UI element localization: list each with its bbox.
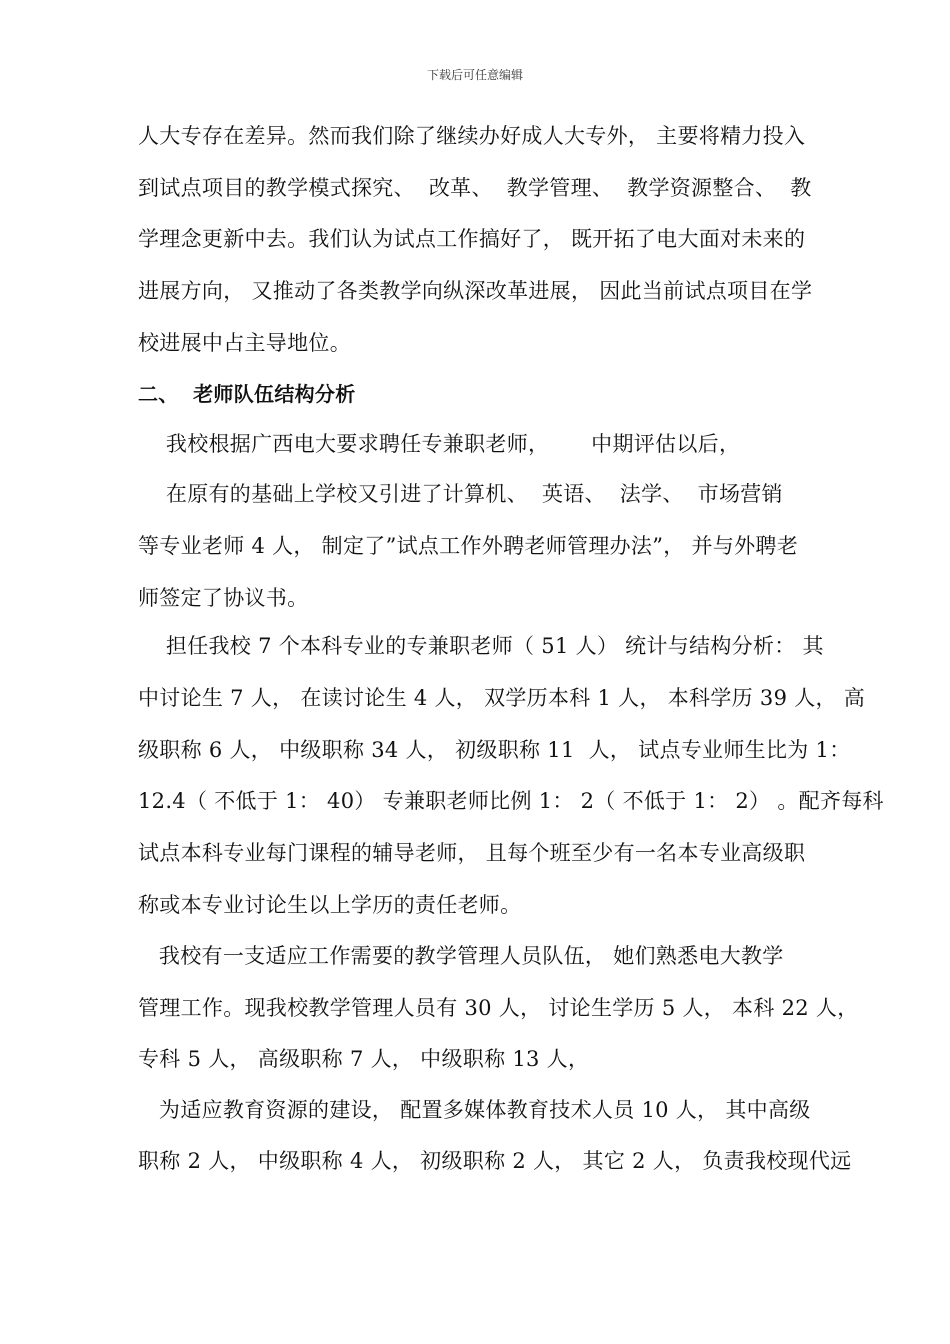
text-line: 到试点项目的教学模式探究、 改革、 教学管理、 教学资源整合、 教 <box>138 176 812 200</box>
text-line: 12.4（ 不低于 1： 40） 专兼职老师比例 1： 2（ 不低于 1： 2） 。配齐每科 <box>138 789 884 813</box>
text-line: 我校根据广西电大要求聘任专兼职老师， 中期评估以后， <box>138 432 741 456</box>
text-line: 担任我校 7 个本科专业的专兼职老师（ 51 人） 统计与结构分析： 其 <box>138 634 824 658</box>
text-line: 我校有一支适应工作需要的教学管理人员队伍， 她们熟悉电大教学 <box>138 944 784 968</box>
text-line: 在原有的基础上学校又引进了计算机、 英语、 法学、 市场营销 <box>138 482 783 506</box>
section-heading: 二、 老师队伍结构分析 <box>138 382 356 406</box>
text-line: 试点本科专业每门课程的辅导老师， 且每个班至少有一名本专业高级职 <box>138 841 806 865</box>
text-line: 管理工作。现我校教学管理人员有 30 人， 讨论生学历 5 人， 本科 22 人， <box>138 996 859 1020</box>
page-header-note: 下载后可任意编辑 <box>426 68 523 82</box>
text-line: 中讨论生 7 人， 在读讨论生 4 人， 双学历本科 1 人， 本科学历 39 人， 高 <box>138 686 866 710</box>
text-line: 为适应教育资源的建设， 配置多媒体教育技术人员 10 人， 其中高级 <box>138 1098 811 1122</box>
text-line: 校进展中占主导地位。 <box>138 331 351 355</box>
text-line: 职称 2 人， 中级职称 4 人， 初级职称 2 人， 其它 2 人， 负责我校现代远 <box>138 1149 852 1173</box>
text-line: 等专业老师 4 人， 制定了”试点工作外聘老师管理办法”， 并与外聘老 <box>138 534 799 558</box>
text-line: 学理念更新中去。我们认为试点工作搞好了， 既开拓了电大面对未来的 <box>138 227 806 251</box>
text-line: 师签定了协议书。 <box>138 586 309 610</box>
text-line: 进展方向， 又推动了各类教学向纵深改革进展， 因此当前试点项目在学 <box>138 279 813 303</box>
text-line: 称或本专业讨论生以上学历的责任老师。 <box>138 893 522 917</box>
text-line: 人大专存在差异。然而我们除了继续办好成人大专外， 主要将精力投入 <box>138 124 806 148</box>
text-line: 级职称 6 人， 中级职称 34 人， 初级职称 11 人， 试点专业师生比为 1： <box>138 738 851 762</box>
text-line: 专科 5 人， 高级职称 7 人， 中级职称 13 人， <box>138 1047 590 1071</box>
